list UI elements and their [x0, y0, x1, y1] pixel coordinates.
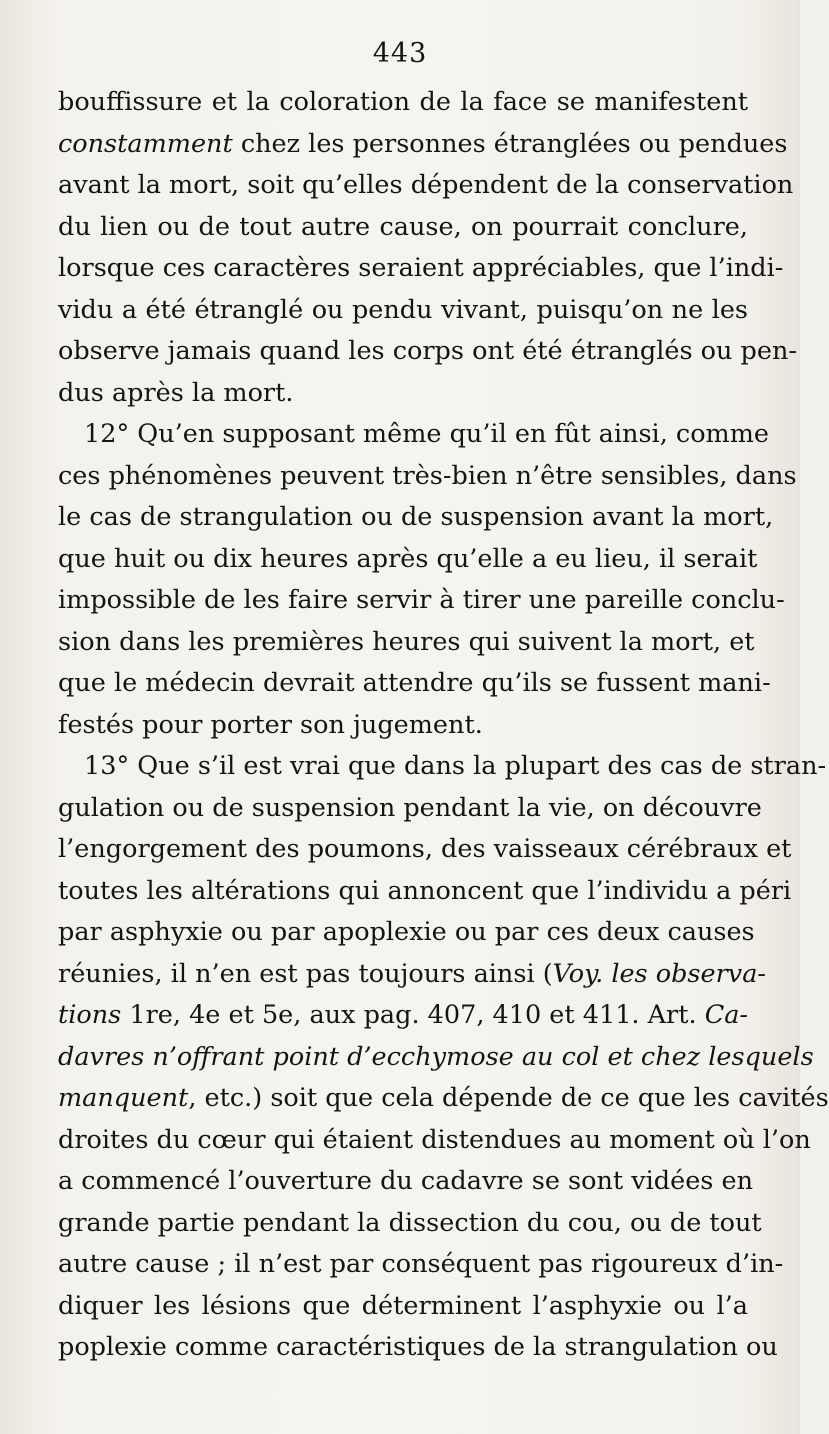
text-line: [58, 705, 748, 747]
text-run: que huit ou dix heures après qu’elle a eu lieu, il serait: [58, 543, 758, 574]
text-run: dus après la mort.: [58, 377, 294, 408]
italic-text: tions: [58, 1000, 122, 1030]
text-run: bouffissure et la coloration de la face se manifestent: [58, 87, 748, 117]
italic-text: davres n’offrant point d’ecchymose au col et chez lesquels: [58, 1041, 814, 1072]
text-line: [58, 1078, 829, 1120]
text-line: [58, 165, 794, 207]
text-run: le cas de strangulation ou de suspension avant la mort,: [58, 502, 774, 532]
italic-text: constamment: [58, 128, 233, 159]
text-run: droites du cœur qui étaient distendues au moment où l’on: [58, 1124, 811, 1155]
text-run: 12° Qu’en supposant même qu’il en fût ainsi, comme: [84, 419, 770, 449]
text-line: [58, 912, 755, 954]
text-line: [58, 82, 748, 124]
text-run: grande partie pendant la dissection du cou, ou de tout: [58, 1207, 762, 1238]
text-line: [58, 497, 774, 539]
text-run: lorsque ces caractères seraient appréciables, que l’indi-: [58, 253, 784, 283]
text-run: l’engorgement des poumons, des vaisseaux cérébraux et: [58, 834, 792, 864]
text-line: [58, 290, 748, 332]
text-line: [58, 207, 748, 249]
text-line: [58, 373, 748, 415]
text-run: poplexie comme caractéristiques de la strangulation ou: [58, 1332, 778, 1362]
text-line: [58, 1120, 811, 1162]
text-run: vidu a été étranglé ou pendu vivant, puisqu’on ne les: [58, 294, 748, 325]
text-line: [58, 829, 792, 871]
text-line: [58, 414, 770, 456]
text-run: 1re, 4e et 5e, aux pag. 407, 410 et 411. Art.: [121, 1000, 705, 1030]
text-run: chez les personnes étranglées ou pendues: [232, 128, 788, 159]
italic-text: Voy. les observa-: [552, 958, 767, 989]
text-run: sion dans les premières heures qui suivent la mort, et: [58, 626, 755, 657]
text-line: [58, 746, 827, 788]
text-line: [58, 456, 797, 498]
text-run: par asphyxie ou par apoplexie ou par ces deux causes: [58, 917, 755, 947]
text-line: [58, 331, 797, 373]
text-line: [58, 1161, 753, 1203]
text-line: [58, 622, 755, 664]
body-text: [58, 82, 829, 1369]
text-run: toutes les altérations qui annoncent que l’individu a péri: [58, 875, 792, 906]
text-run: réunies, il n’en est pas toujours ainsi (: [58, 958, 553, 989]
text-line: [58, 871, 792, 913]
text-line: [58, 539, 758, 581]
text-line: [58, 1244, 784, 1286]
text-run: impossible de les faire servir à tirer une pareille conclu-: [58, 585, 785, 615]
text-line: [58, 788, 762, 830]
text-run: , etc.) soit que cela dépende de ce que les cavités: [188, 1083, 829, 1113]
text-line: [58, 995, 748, 1037]
text-run: autre cause ; il n’est par conséquent pas rigoureux d’in-: [58, 1249, 784, 1279]
text-run: a commencé l’ouverture du cadavre se sont vidées en: [58, 1166, 753, 1196]
text-run: observe jamais quand les corps ont été étranglés ou pen-: [58, 336, 797, 366]
text-line: [58, 954, 767, 996]
text-run: gulation ou de suspension pendant la vie, on découvre: [58, 792, 762, 823]
text-run: que le médecin devrait attendre qu’ils se fussent mani-: [58, 668, 771, 698]
text-line: [58, 124, 788, 166]
page-number: 443: [372, 38, 428, 69]
text-run: du lien ou de tout autre cause, on pourrait conclure,: [58, 211, 748, 242]
text-run: 13° Que s’il est vrai que dans la plupart des cas de stran-: [84, 751, 827, 781]
text-run: avant la mort, soit qu’elles dépendent de la conservation: [58, 170, 794, 200]
text-run: ces phénomènes peuvent très-bien n’être sensibles, dans: [58, 460, 797, 491]
text-line: [58, 1037, 814, 1079]
text-line: [58, 248, 784, 290]
text-line: [58, 1203, 762, 1245]
text-run: diquer les lésions que déterminent l’asphyxie ou l’a: [58, 1290, 748, 1321]
italic-text: Ca-: [704, 1000, 749, 1030]
text-line: [58, 663, 771, 705]
text-line: [58, 1286, 748, 1328]
text-line: [58, 1327, 778, 1369]
text-run: festés pour porter son jugement.: [58, 709, 483, 740]
italic-text: manquent: [58, 1083, 189, 1113]
text-line: [58, 580, 785, 622]
